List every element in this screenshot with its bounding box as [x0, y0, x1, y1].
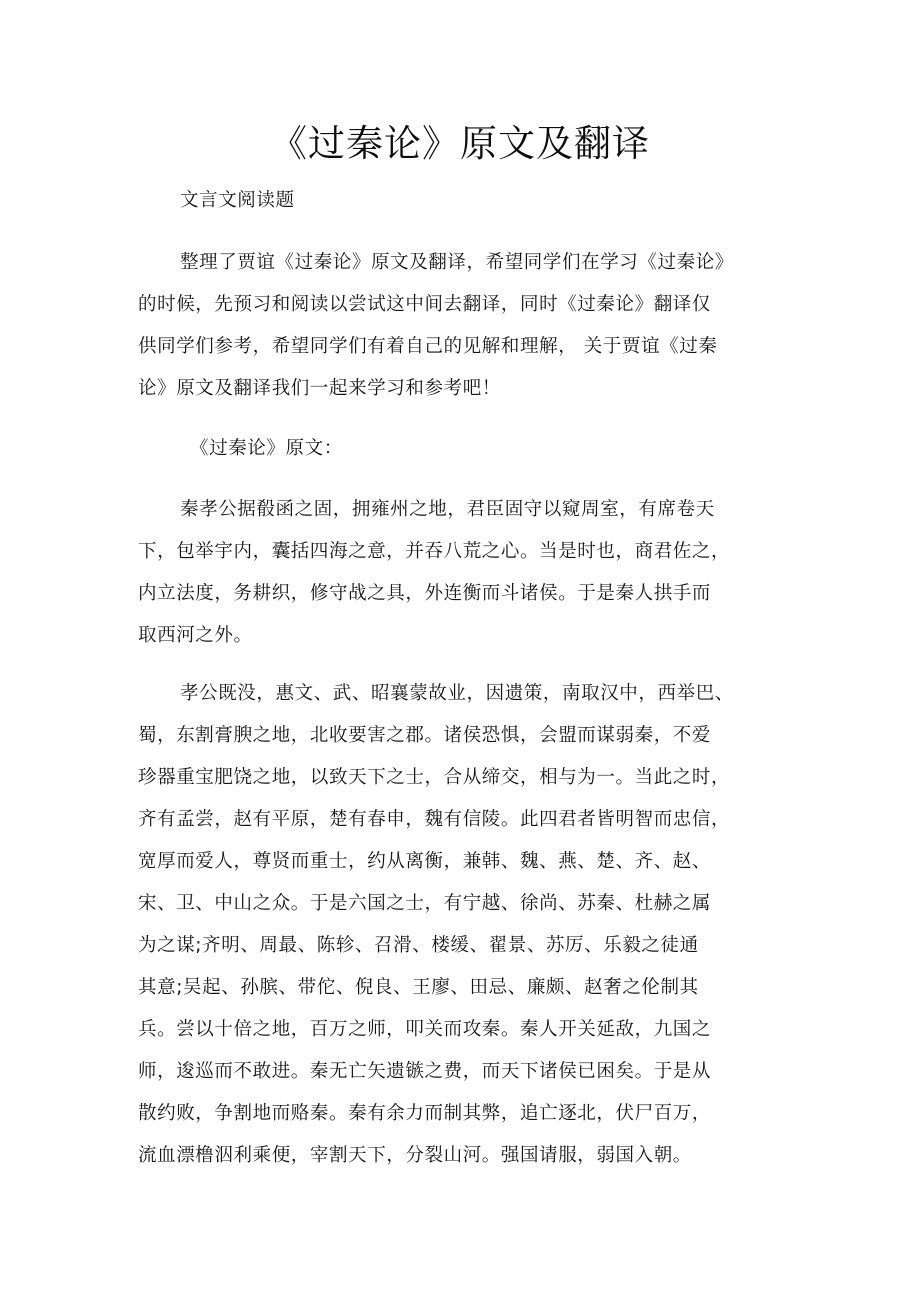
paragraph-line: 其意;吴起、孙膑、带佗、倪良、王廖、田忌、廉颇、赵奢之伦制其 [138, 977, 699, 998]
intro-paragraph [138, 242, 738, 410]
paragraph-line: 取西河之外。 [138, 625, 253, 646]
paragraph-line: 兵。尝以十倍之地，百万之师，叩关而攻秦。秦人开关延敌，九国之 [138, 1019, 712, 1040]
document-category: 文言文阅读题 [180, 190, 295, 211]
paragraph-line: 宋、卫、中山之众。于是六国之士，有宁越、徐尚、苏秦、杜赫之属 [138, 893, 712, 914]
paragraph-line: 秦孝公据殽函之固，拥雍州之地，君臣固守以窥周室，有席卷天 [180, 499, 715, 520]
paragraph-line: 珍器重宝肥饶之地，以致天下之士，合从缔交，相与为一。当此之时， [138, 767, 731, 788]
paragraph-2 [138, 673, 738, 1177]
paragraph-line: 蜀，东割膏腴之地，北收要害之郡。诸侯恐惧，会盟而谋弱秦，不爱 [138, 725, 712, 746]
paragraph-line: 散约败，争割地而赂秦。秦有余力而制其弊，追亡逐北，伏尸百万， [138, 1103, 712, 1124]
paragraph-line: 宽厚而爱人，尊贤而重士，约从离衡，兼韩、魏、燕、楚、齐、赵、 [138, 851, 712, 872]
paragraph-line: 师，逡巡而不敢进。秦无亡矢遗镞之费，而天下诸侯已困矣。于是从 [138, 1061, 712, 1082]
paragraph-line: 孝公既没，惠文、武、昭襄蒙故业，因遗策，南取汉中，西举巴、 [180, 683, 734, 704]
intro-line: 的时候，先预习和阅读以尝试这中间去翻译，同时《过秦论》翻译仅 [138, 294, 712, 315]
paragraph-line: 内立法度，务耕织，修守战之具，外连衡而斗诸侯。于是秦人拱手而 [138, 583, 712, 604]
document-title: 《过秦论》原文及翻译 [270, 122, 650, 165]
intro-line: 整理了贾谊《过秦论》原文及翻译，希望同学们在学习《过秦论》 [180, 252, 734, 273]
paragraph-line: 下，包举宇内，囊括四海之意，并吞八荒之心。当是时也，商君佐之， [138, 541, 731, 562]
paragraph-1 [138, 489, 738, 657]
paragraph-line: 流血漂橹泅利乘便，宰割天下，分裂山河。强国请服，弱国入朝。 [138, 1145, 692, 1166]
intro-line: 论》原文及翻译我们一起来学习和参考吧！ [138, 378, 501, 399]
paragraph-line: 为之谋;齐明、周最、陈轸、召滑、楼缓、翟景、苏厉、乐毅之徒通 [138, 935, 699, 956]
paragraph-line: 齐有孟尝，赵有平原，楚有春申，魏有信陵。此四君者皆明智而忠信， [138, 809, 731, 830]
intro-line: 供同学们参考，希望同学们有着自己的见解和理解， 关于贾谊《过秦 [138, 336, 718, 357]
section-heading: 《过秦论》原文： [190, 438, 343, 459]
